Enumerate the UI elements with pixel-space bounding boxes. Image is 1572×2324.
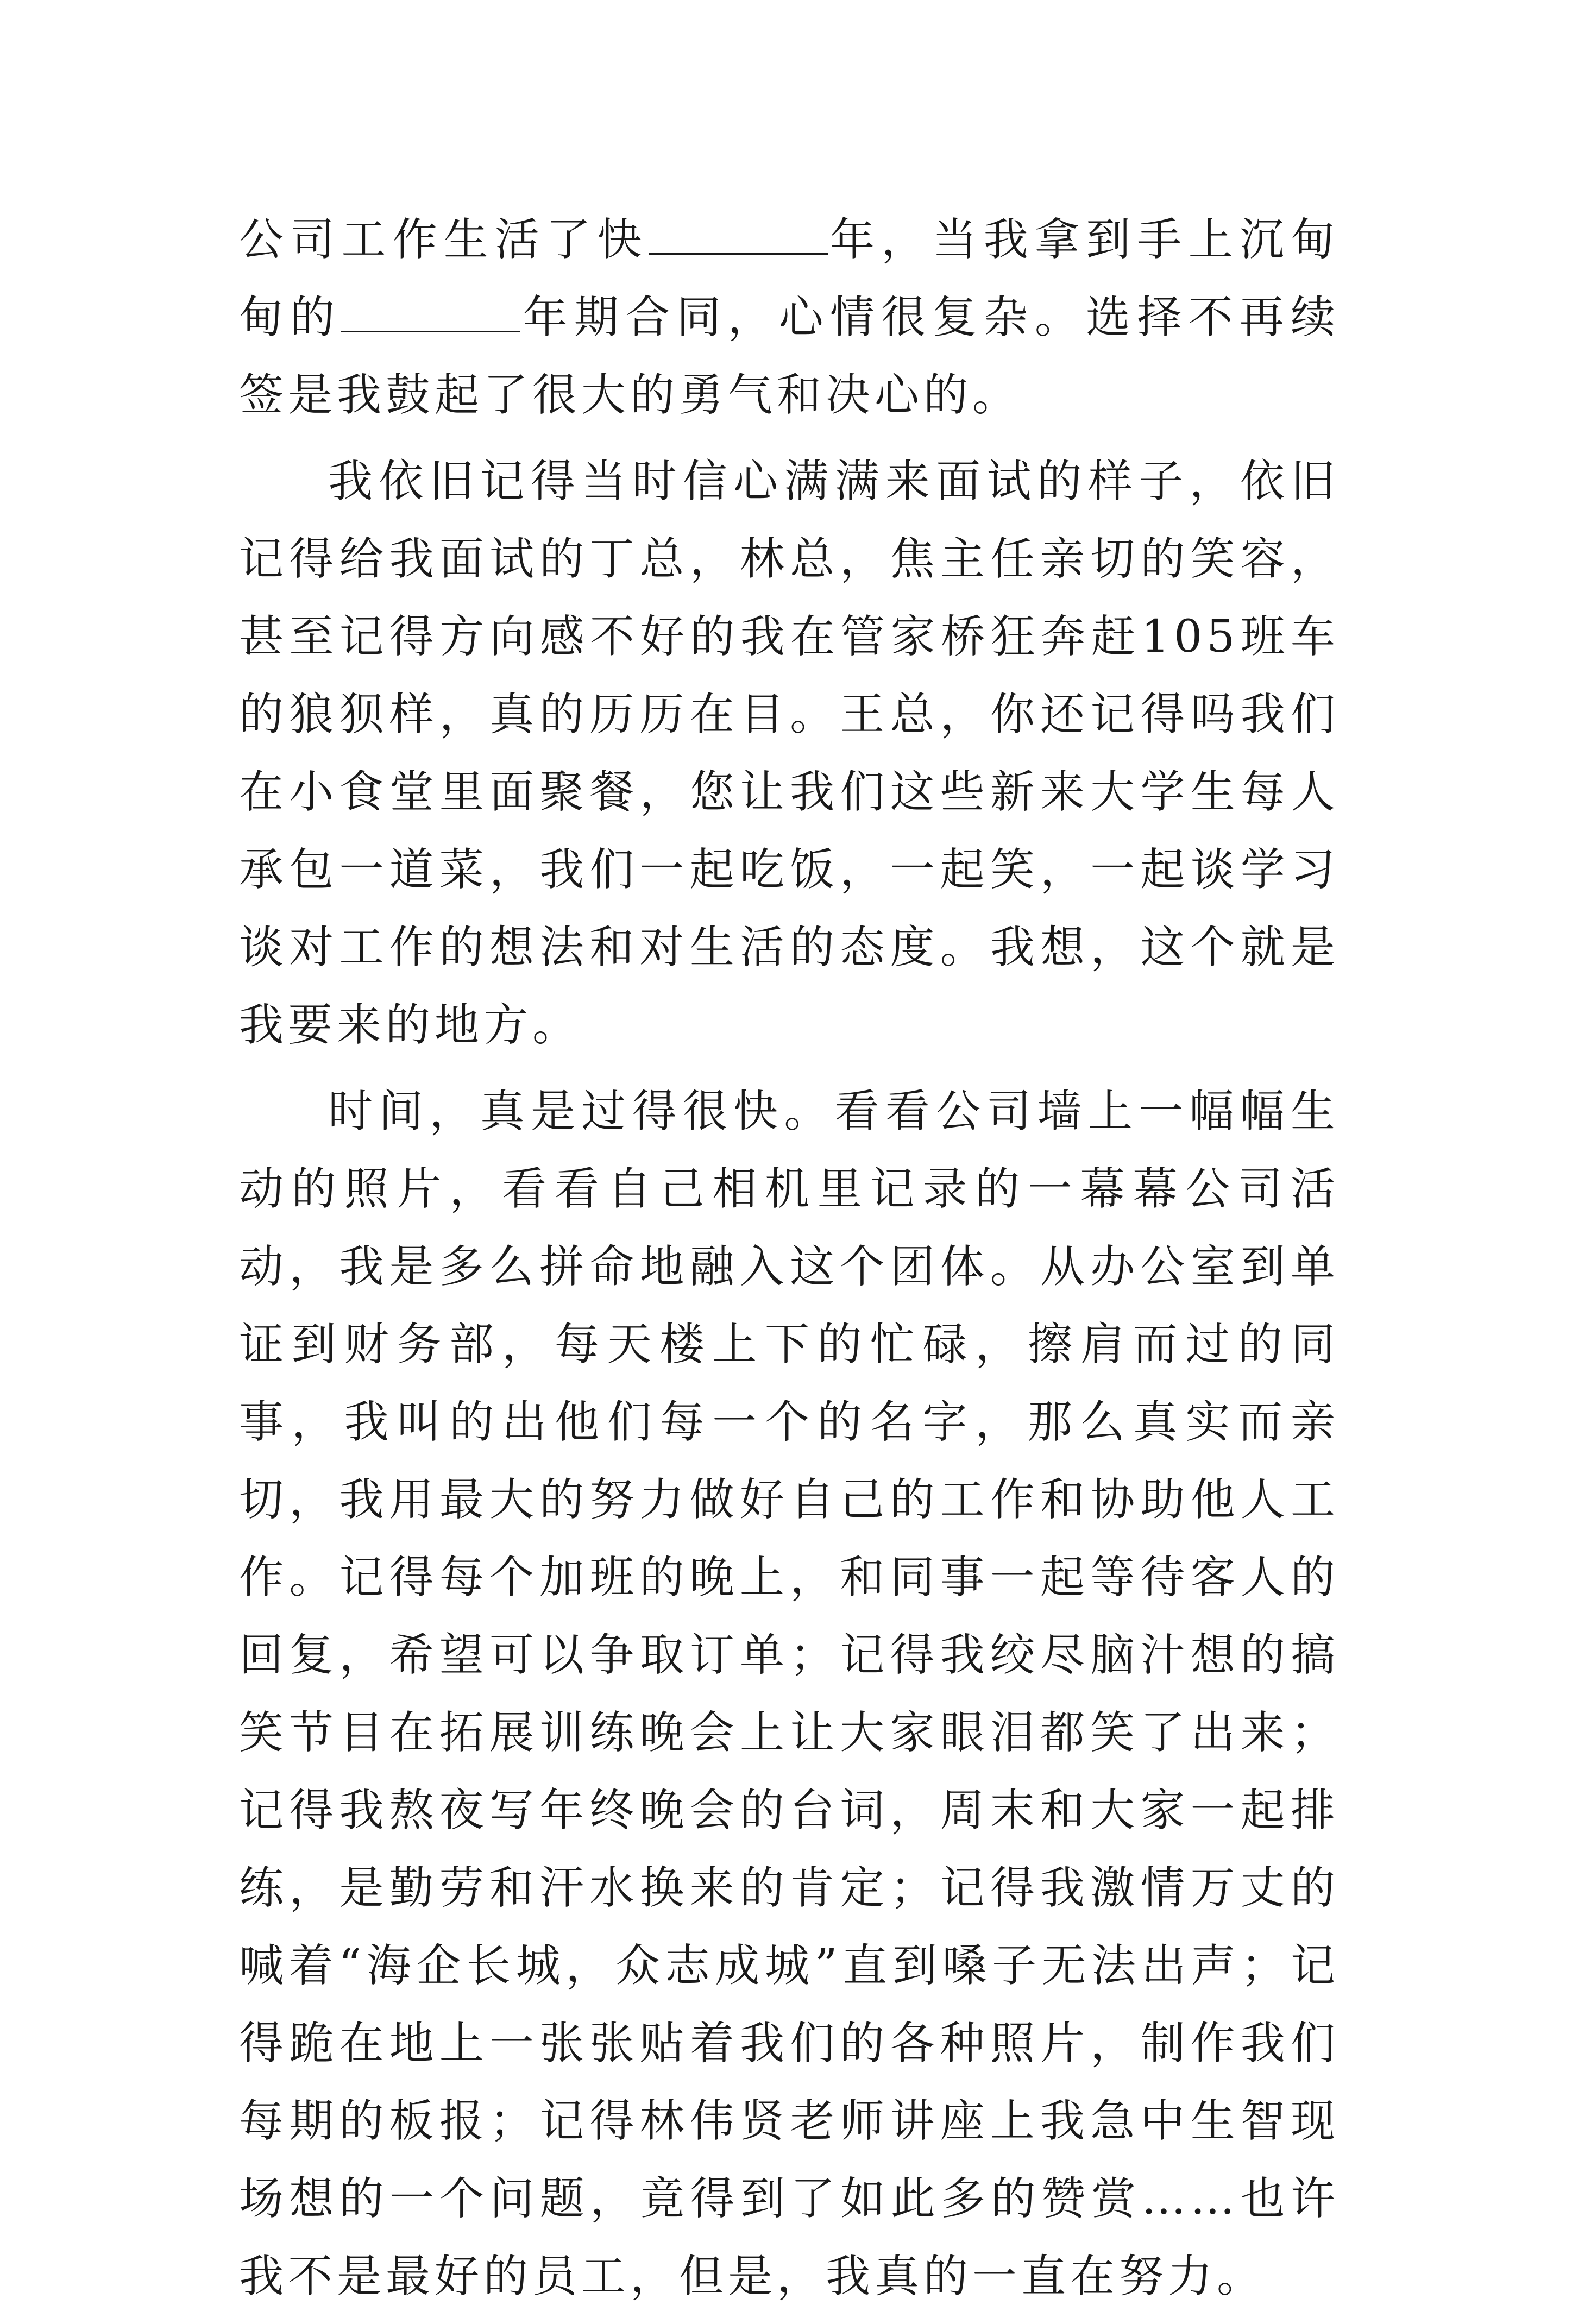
- document-body: [239, 201, 1340, 2324]
- paragraph-3: 时间，真是过得很快。看看公司墙上一幅幅生动的照片，看看自己相机里记录的一幕幕公司活动，我是多么拼命地融入这个团体。从办公室到单证到财务部，每天楼上下的忙碌，擦肩而过的同事，我叫的出他们每一个的名字，那么真实而亲切，我用最大的努力做好自己的工作和协助他人工作。记得每个加班的晚上，和同事一起等待客人的回复，希望可以争取订单；记得我绞尽脑汁想的搞笑节目在拓展训练晚会上让大家眼泪都笑了出来；记得我熬夜写年终晚会的台词，周末和大家一起排练，是勤劳和汗水换来的肯定；记得我激情万丈的喊着“海企长城，众志成城”直到嗓子无法出声；记得跪在地上一张张贴着我们的各种照片，制作我们每期的板报；记得林伟贤老师讲座上我急中生智现场想的一个问题，竟得到了如此多的赞赏……也许我不是最好的员工，但是，我真的一直在努力。: [239, 1086, 1340, 2302]
- paragraph-1-text-b: 年，当我拿到手上沉甸甸的: [239, 214, 1340, 343]
- blank-line-2: [341, 293, 520, 332]
- paragraph-2: 我依旧记得当时信心满满来面试的样子，依旧记得给我面试的丁总，林总，焦主任亲切的笑容，甚至记得方向感不好的我在管家桥狂奔赶105班车的狼狈样，真的历历在目。王总，你还记得吗我们在小食堂里面聚餐，您让我们这些新来大学生每人承包一道菜，我们一起吃饭，一起笑，一起谈学习谈对工作的想法和对生活的态度。我想，这个就是我要来的地方。: [239, 456, 1340, 1051]
- paragraph-1-text-c: 年期合同，心情很复杂。选择不再续签是我鼓起了很大的勇气和决心的。: [239, 292, 1340, 421]
- paragraph-1: [239, 201, 1340, 434]
- paragraph-1-text-a: 公司工作生活了快: [239, 214, 649, 266]
- blank-line-1: [649, 215, 828, 255]
